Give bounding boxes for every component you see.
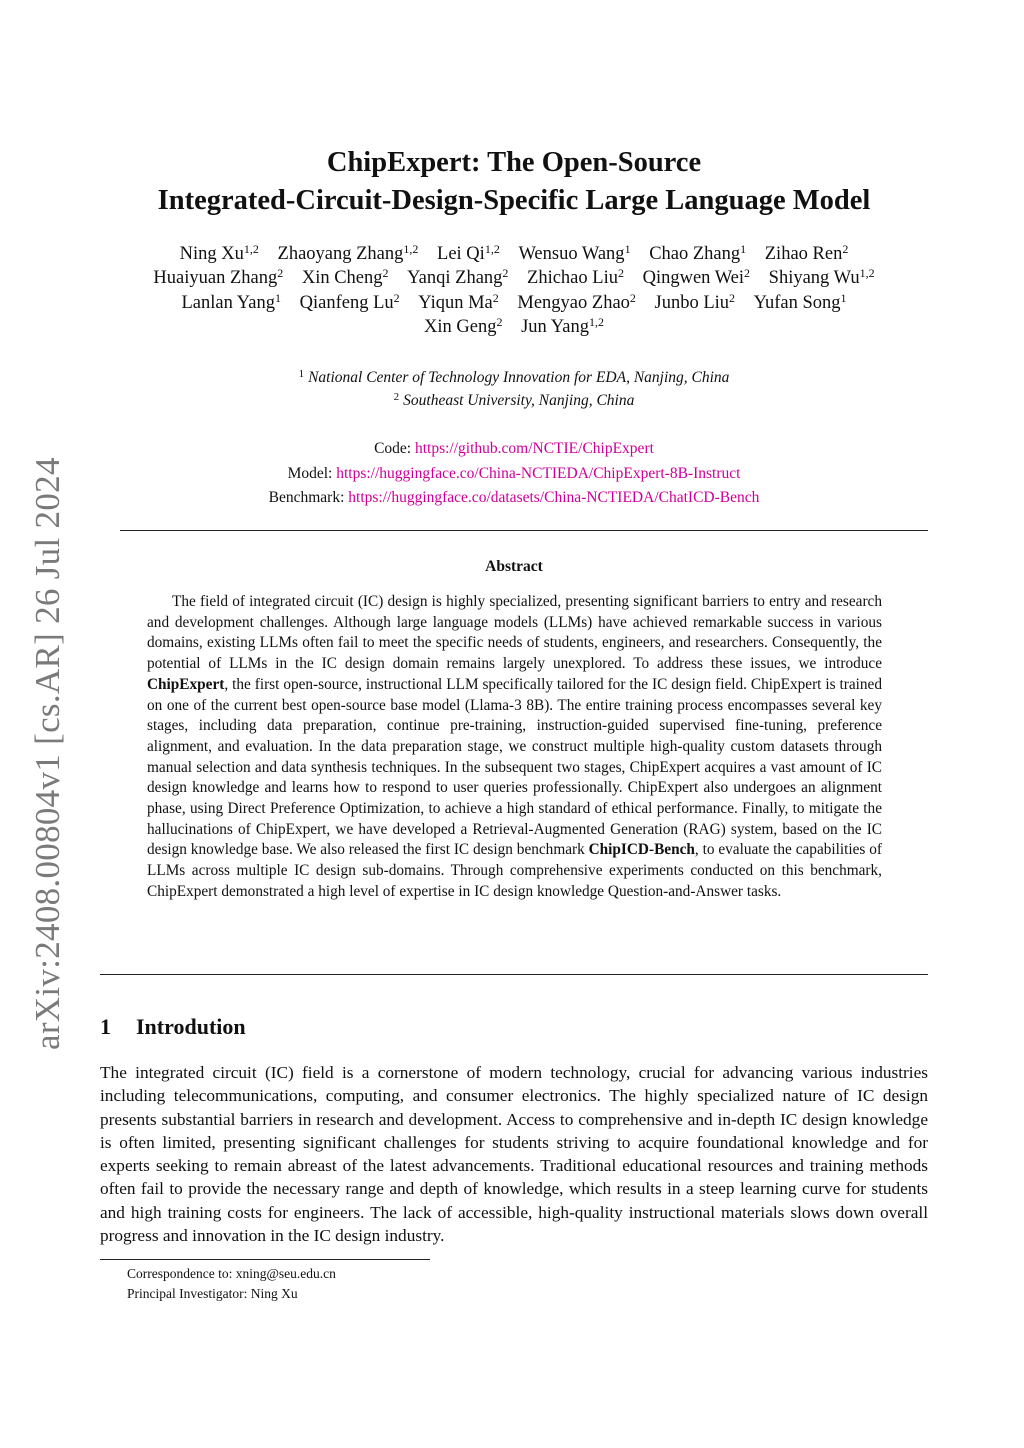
benchmark-link[interactable]: https://huggingface.co/datasets/China-NCTIEDA/ChatICD-Bench [348,489,760,506]
author: Zhaoyang Zhang$^{1,2}$ [277,242,419,264]
section-heading-introduction [100,1014,246,1040]
author-line-1 [100,242,928,266]
benchmark-link-row [100,486,928,511]
author-list [100,242,928,340]
chipicd-bench-bold: ChipICD-Bench [588,841,695,859]
author: Yufan Song$^1$ [753,290,847,313]
author: Chao Zhang$^1$ [649,242,747,264]
abstract-bottom-divider [100,974,928,975]
code-link[interactable]: https://github.com/NCTIE/ChipExpert [414,440,654,457]
introduction-paragraph: The integrated circuit (IC) field is a cornerstone of modern technology, crucial for advancing various industries including telecommunications, computing, and consumer electronics. The highly specialized nature of IC design presents substantial barriers in research and development. Access to comprehensive and in-depth IC design knowledge is often limited, presenting significant challenges for students striving to acquire foundational knowledge and for experts seeking to remain abreast of the latest advancements. Traditional educational resources and training methods often fail to provide the necessary range and depth of knowledge, which results in a steep learning curve for students and high training costs for engineers. The lack of accessible, high-quality instructional materials slows down overall progress and innovation in the IC design industry. [100,1063,928,1246]
author: Shiyang Wu$^{1,2}$ [768,266,875,289]
author: Lei Qi$^{1,2}$ [437,242,500,264]
title-line-2: Integrated-Circuit-Design-Specific Large Language Model [157,185,871,216]
author: Qianfeng Lu$^2$ [299,290,400,313]
author: Junbo Liu$^2$ [654,290,736,313]
abstract-top-divider [120,530,928,531]
code-link-label: Code: [374,440,412,457]
author-line-4 [100,315,928,339]
footnote-divider [100,1259,430,1260]
author: Zhichao Liu$^2$ [527,266,624,289]
abstract-heading: Abstract [485,558,543,575]
code-link-row [100,437,928,462]
author: Jun Yang$^{1,2}$ [521,315,604,338]
footnote-principal-investigator: Principal Investigator: Ning Xu [127,1285,298,1301]
resource-links [100,437,928,511]
model-link-row [100,462,928,487]
author: Yanqi Zhang$^2$ [407,266,509,289]
author-line-2 [100,266,928,290]
affiliation-2: $^2$ Southeast University, Nanjing, China [393,391,635,409]
footnote-correspondence: Correspondence to: xning@seu.edu.cn [127,1266,336,1281]
section-title: Introdution [136,1014,246,1039]
affiliation-1: $^1$ National Center of Technology Innovation for EDA, Nanjing, China [298,368,730,386]
benchmark-link-label: Benchmark: [268,489,345,506]
author: Qingwen Wei$^2$ [642,266,751,289]
author: Ning Xu$^{1,2}$ [179,242,259,264]
paper-title [100,144,928,220]
abstract-text: The field of integrated circuit (IC) design is highly specialized, presenting significant barriers to entry and research and development challenges. Although large language models (LLMs) have achieved remarkable success in various domains, existing LLMs often fail to meet the specific needs of students, engineers, and researchers. Consequently, the potential of LLMs in the IC design domain remains largely unexplored. To address these issues, we introduce ChipExpert, the first open-source, instructional LLM specifically tailored for the IC design field. ChipExpert is trained on one of the current best open-source base model (Llama-3 8B). The entire training process encompasses several key stages, including data preparation, continue pre-training, instruction-guided supervised fine-tuning, preference alignment, and evaluation. In the data preparation stage, we construct multiple high-quality custom datasets through manual selection and data synthesis techniques. In the subsequent two stages, ChipExpert acquires a vast amount of IC design knowledge and learns how to respond to user queries professionally. ChipExpert also undergoes an alignment phase, using Direct Preference Optimization, to achieve a high standard of ethical performance. Finally, to mitigate the hallucinations of ChipExpert, we have developed a Retrieval-Augmented Generation (RAG) system, based on the IC design knowledge base. We also released the first IC design benchmark ChipICD-Bench, to evaluate the capabilities of LLMs across multiple IC design sub-domains. Through comprehensive experiments conducted on this benchmark, ChipExpert demonstrated a high level of expertise in IC design knowledge Question-and-Answer tasks. [147,593,882,900]
affiliations [100,366,928,412]
author: Wensuo Wang$^1$ [518,242,631,264]
model-link-label: Model: [287,464,333,482]
model-link[interactable]: https://huggingface.co/China-NCTIEDA/ChipExpert-8B-Instruct [336,464,741,482]
title-line-1: ChipExpert: The Open-Source [326,147,702,178]
author: Yiqun Ma$^2$ [418,290,499,313]
author: Lanlan Yang$^1$ [181,290,281,313]
section-number: 1 [100,1014,111,1039]
author: Zihao Ren$^2$ [764,242,849,264]
arxiv-identifier-stamp: arXiv:2408.00804v1 [cs.AR] 26 Jul 2024 [28,457,67,1050]
author-line-3 [100,291,928,315]
footnotes [127,1264,336,1303]
author: Xin Cheng$^2$ [301,266,389,289]
author: Huaiyuan Zhang$^2$ [153,266,284,289]
author: Xin Geng$^2$ [424,315,503,338]
chipexpert-bold: ChipExpert [147,675,225,693]
author: Mengyao Zhao$^2$ [517,290,636,313]
